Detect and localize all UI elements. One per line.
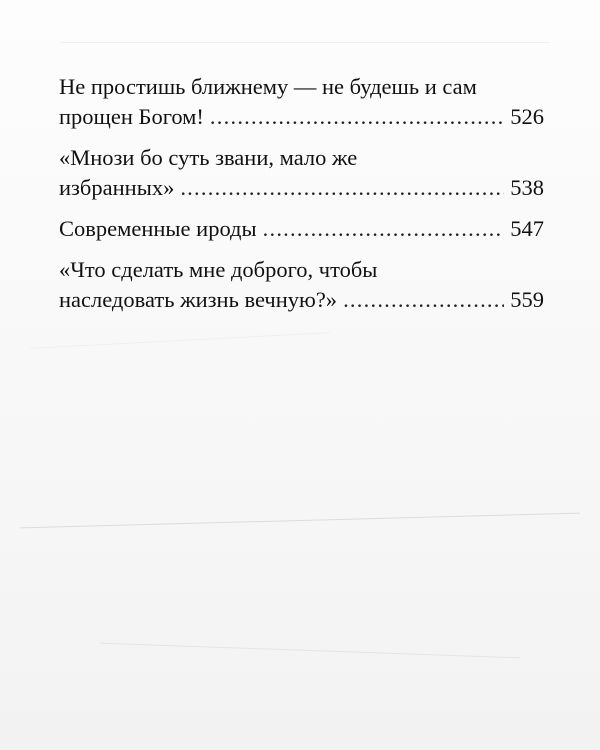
- toc-page-number: 559: [510, 287, 544, 312]
- leader-dots: [343, 285, 504, 315]
- toc-page-number: 538: [510, 175, 544, 200]
- toc-entry: [59, 214, 544, 244]
- toc-entry-line: Современные ироды: [59, 216, 257, 241]
- toc-entry-line: Не простишь ближнему — не будешь и сам: [59, 74, 477, 99]
- toc-entry: [59, 72, 544, 132]
- toc-entry-line: «Что сделать мне доброго, чтобы: [59, 257, 378, 282]
- leader-dots: [180, 173, 504, 203]
- toc-page-number: 526: [510, 104, 544, 129]
- toc-entry-line: наследовать жизнь вечную?»: [59, 287, 338, 312]
- toc-entry: [59, 143, 544, 203]
- toc-entry-line: прощен Богом!: [59, 104, 204, 129]
- toc-entry-line: «Мнози бо суть звани, мало же: [59, 145, 358, 170]
- table-of-contents: [59, 72, 544, 326]
- leader-dots: [263, 214, 505, 244]
- toc-entry-line: избранных»: [59, 175, 175, 200]
- toc-page-number: 547: [510, 216, 544, 241]
- toc-entry: [59, 255, 544, 315]
- leader-dots: [210, 102, 504, 132]
